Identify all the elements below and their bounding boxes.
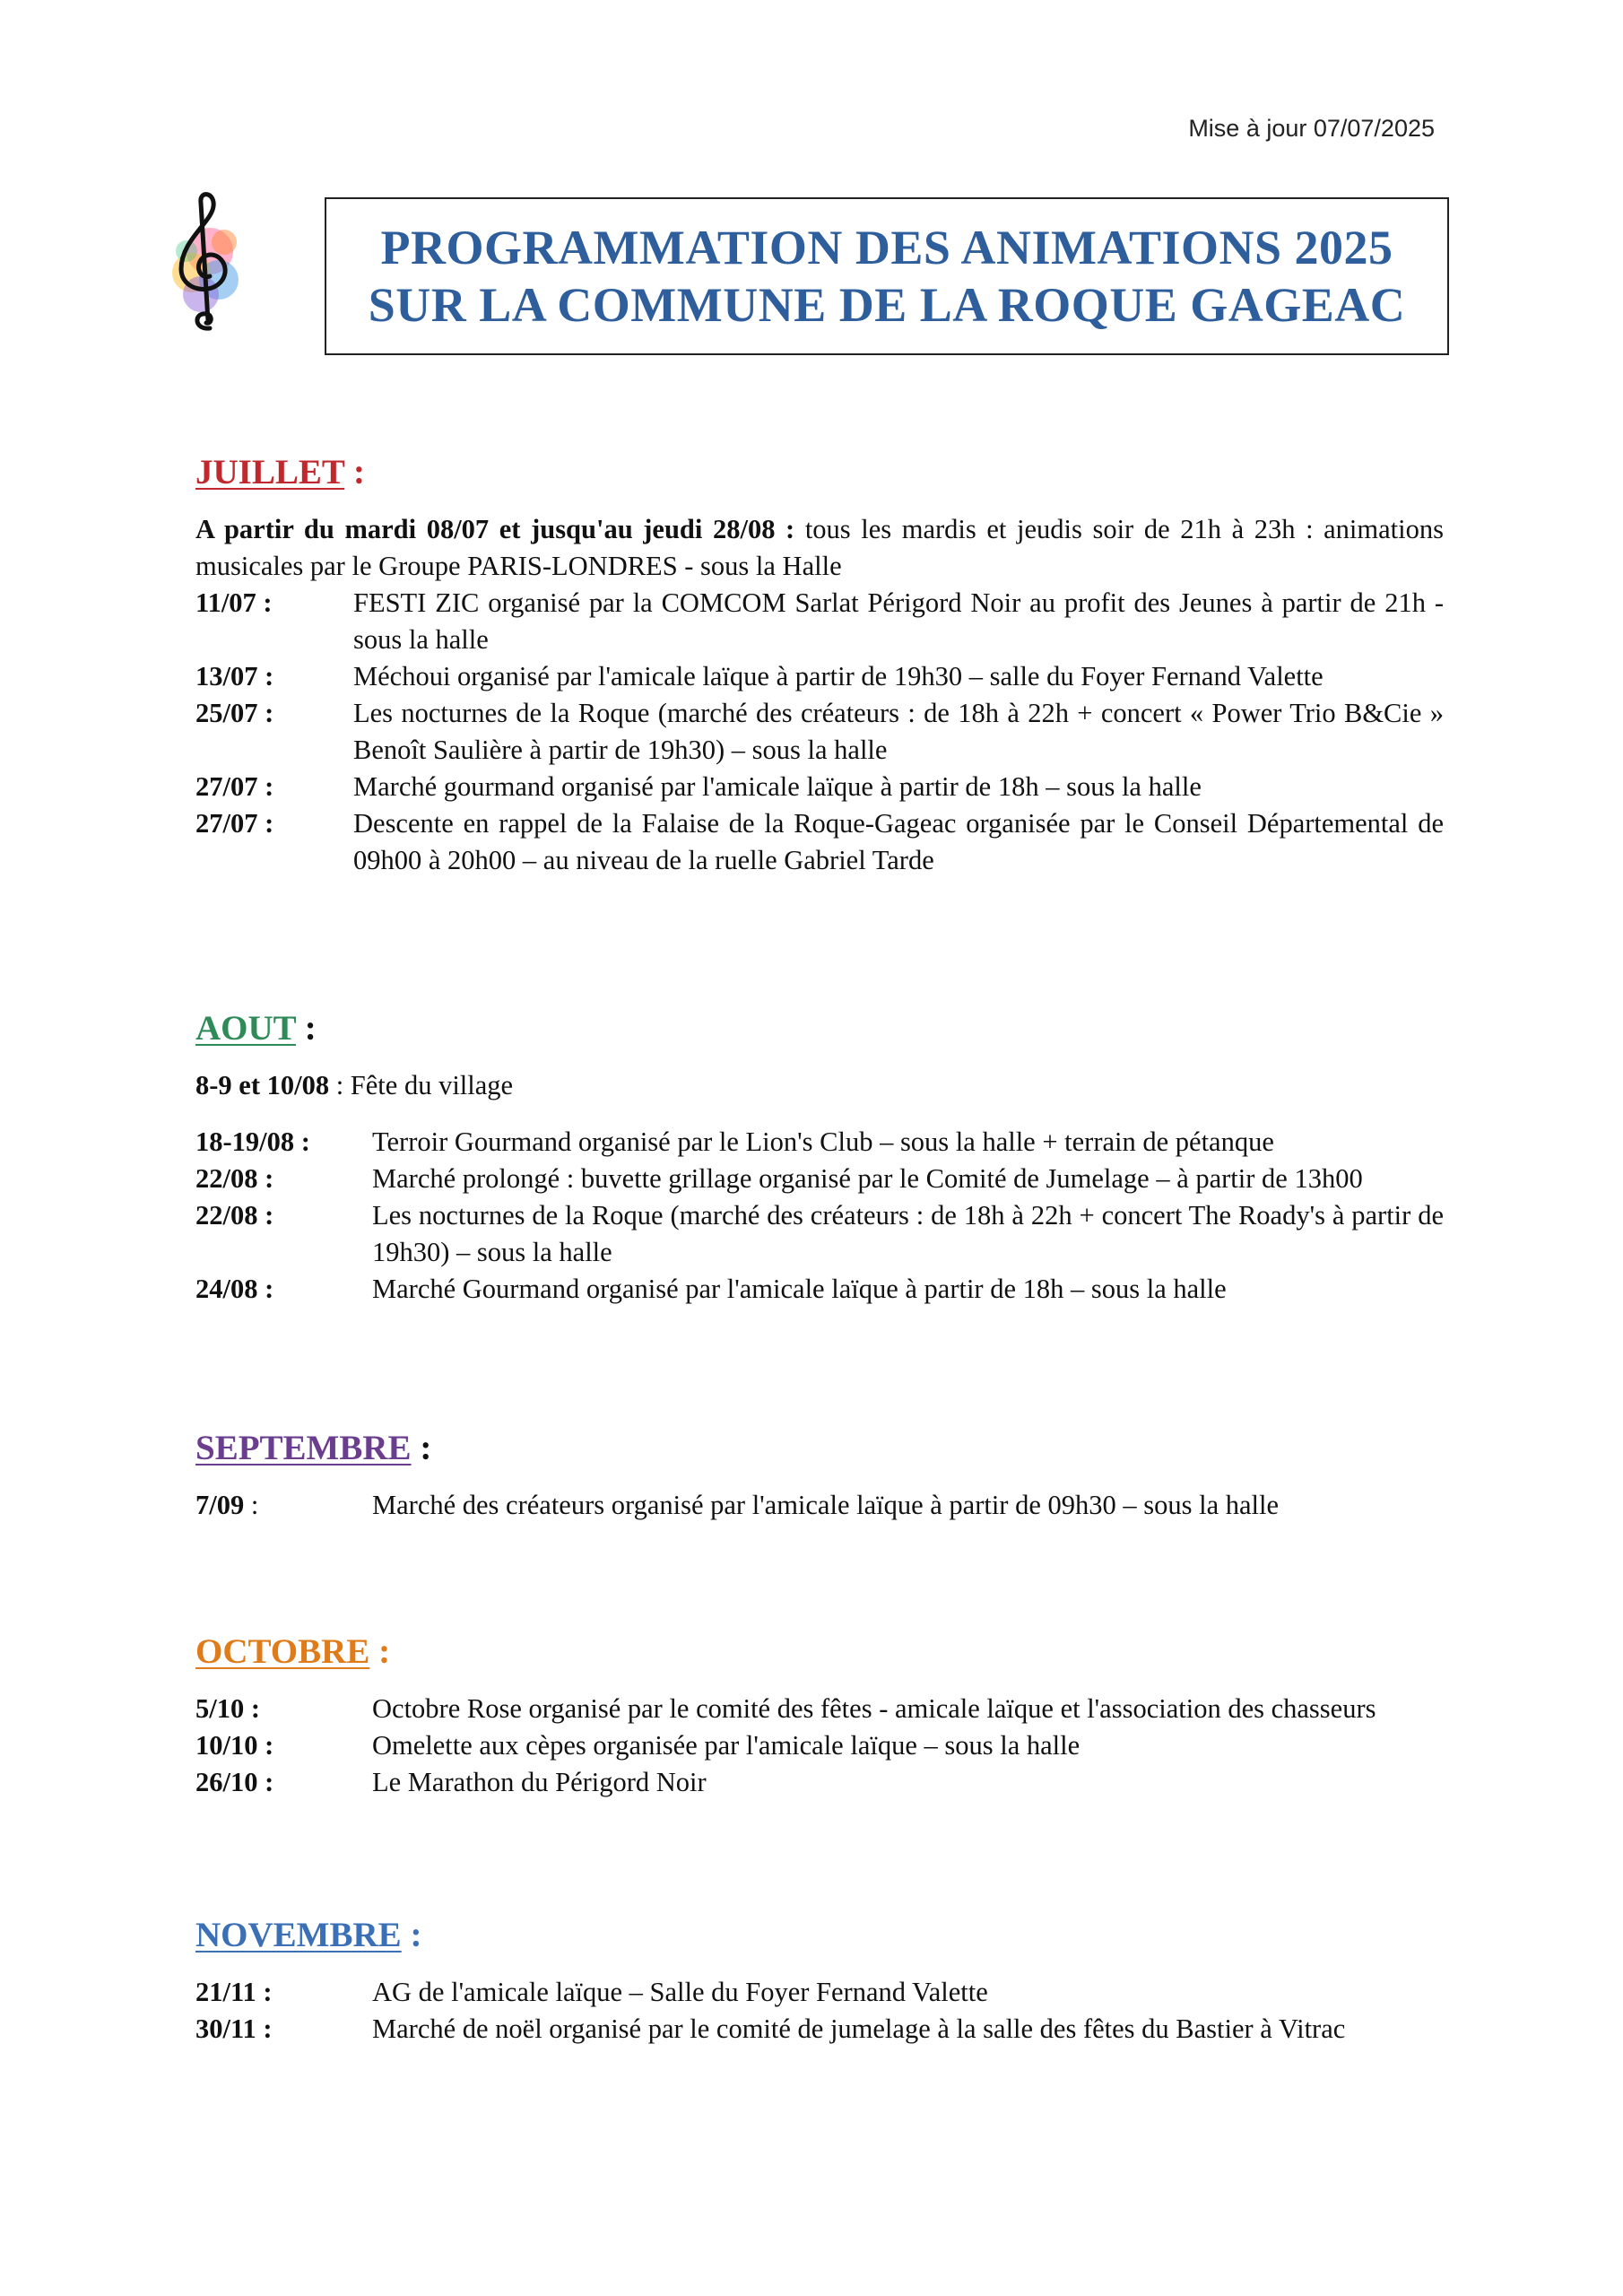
fete-date: 8-9 et 10/08: [195, 1070, 330, 1100]
month-heading-aout: [195, 1006, 1444, 1051]
month-colon: :: [411, 1429, 432, 1467]
month-name: JUILLET: [195, 453, 345, 491]
event-date: 5/10 :: [195, 1693, 261, 1724]
event-date: 11/07 :: [195, 587, 273, 618]
event-text: Marché Gourmand organisé par l'amicale laïque à partir de 18h – sous la halle: [372, 1274, 1227, 1304]
event-row: [195, 1124, 1444, 1161]
event-row: [195, 585, 1444, 658]
event-row: [195, 1197, 1444, 1271]
event-date-sep: :: [244, 1490, 259, 1520]
event-row: [195, 1161, 1444, 1197]
section-juillet: [195, 450, 1444, 879]
event-text: Marché des créateurs organisé par l'amicale laïque à partir de 09h30 – sous la halle: [372, 1490, 1280, 1520]
event-date: 13/07 :: [195, 661, 274, 691]
month-colon: :: [344, 453, 365, 491]
intro-paragraph: [195, 511, 1444, 585]
fete-du-village: [195, 1067, 1444, 1104]
month-colon: :: [401, 1916, 422, 1954]
month-heading-juillet: [195, 450, 1444, 495]
section-novembre: [195, 1913, 1444, 2048]
event-date-value: 7/09: [195, 1490, 245, 1520]
month-colon: :: [295, 1009, 317, 1048]
event-row: [195, 1487, 1444, 1524]
event-text: Marché prolongé : buvette grillage organisé par le Comité de Jumelage – à partir de 13h00: [372, 1163, 1363, 1194]
title-line-2: SUR LA COMMUNE DE LA ROQUE GAGEAC: [368, 278, 1406, 332]
event-row: [195, 769, 1444, 805]
month-name: OCTOBRE: [195, 1632, 370, 1671]
event-date: [195, 1487, 372, 1524]
event-row: [195, 695, 1444, 769]
event-text: Méchoui organisé par l'amicale laïque à partir de 19h30 – salle du Foyer Fernand Valette: [353, 661, 1324, 691]
event-text: Le Marathon du Périgord Noir: [372, 1767, 707, 1797]
event-date: 22/08 :: [195, 1200, 274, 1231]
event-text: Les nocturnes de la Roque (marché des créateurs : de 18h à 22h + concert « Power Trio B&Cie » Benoît Saulière à partir de 19h30) – sous la halle: [353, 698, 1444, 765]
treble-clef-logo: [154, 187, 262, 339]
event-date: 10/10 :: [195, 1730, 274, 1761]
event-text: AG de l'amicale laïque – Salle du Foyer Fernand Valette: [372, 1977, 988, 2007]
section-octobre: [195, 1630, 1444, 1801]
event-row: [195, 1271, 1444, 1308]
intro-text: tous les mardis et jeudis soir de 21h à 23h : animations musicales par le Groupe PARIS-LONDRES - sous la Halle: [195, 514, 1444, 581]
month-heading-novembre: [195, 1913, 1444, 1958]
event-row: [195, 1764, 1444, 1801]
fete-text: : Fête du village: [329, 1070, 514, 1100]
event-row: [195, 1691, 1444, 1727]
event-date: 30/11 :: [195, 2013, 273, 2044]
event-row: [195, 1727, 1444, 1764]
event-date: 22/08 :: [195, 1163, 274, 1194]
month-name: SEPTEMBRE: [195, 1429, 412, 1467]
month-colon: :: [369, 1632, 391, 1671]
event-date: 27/07 :: [195, 771, 274, 802]
event-date: 25/07 :: [195, 698, 274, 728]
event-text: Marché de noël organisé par le comité de jumelage à la salle des fêtes du Bastier à Vitrac: [372, 2013, 1346, 2044]
event-text: Octobre Rose organisé par le comité des fêtes - amicale laïque et l'association des chasseurs: [372, 1693, 1376, 1724]
event-text: Marché gourmand organisé par l'amicale laïque à partir de 18h – sous la halle: [353, 771, 1202, 802]
event-row: [195, 805, 1444, 879]
event-row: [195, 658, 1444, 695]
month-name: NOVEMBRE: [195, 1916, 402, 1954]
title-line-1: PROGRAMMATION DES ANIMATIONS 2025: [380, 221, 1393, 274]
event-row: [195, 1974, 1444, 2011]
event-text: FESTI ZIC organisé par la COMCOM Sarlat Périgord Noir au profit des Jeunes à partir de 21h - sous la halle: [353, 587, 1444, 655]
month-heading-septembre: [195, 1426, 1444, 1471]
month-heading-octobre: [195, 1630, 1444, 1674]
event-date: 26/10 :: [195, 1767, 274, 1797]
event-text: Omelette aux cèpes organisée par l'amicale laïque – sous la halle: [372, 1730, 1081, 1761]
event-date: 27/07 :: [195, 808, 274, 839]
event-row: [195, 2011, 1444, 2048]
title-box: [325, 197, 1449, 355]
section-septembre: [195, 1426, 1444, 1524]
update-date: Mise à jour 07/07/2025: [1188, 115, 1435, 142]
event-date: 24/08 :: [195, 1274, 274, 1304]
event-text: Terroir Gourmand organisé par le Lion's Club – sous la halle + terrain de pétanque: [372, 1126, 1274, 1157]
section-aout: [195, 1006, 1444, 1308]
event-date: 18-19/08 :: [195, 1126, 310, 1157]
event-date: 21/11 :: [195, 1977, 273, 2007]
month-name: AOUT: [195, 1009, 296, 1048]
event-text: Les nocturnes de la Roque (marché des créateurs : de 18h à 22h + concert The Roady's à partir de 19h30) – sous la halle: [372, 1200, 1444, 1267]
event-text: Descente en rappel de la Falaise de la Roque-Gageac organisée par le Conseil Départemental de 09h00 à 20h00 – au niveau de la ruelle Gabriel Tarde: [353, 808, 1444, 875]
intro-lead: A partir du mardi 08/07 et jusqu'au jeudi 28/08 :: [195, 514, 795, 544]
